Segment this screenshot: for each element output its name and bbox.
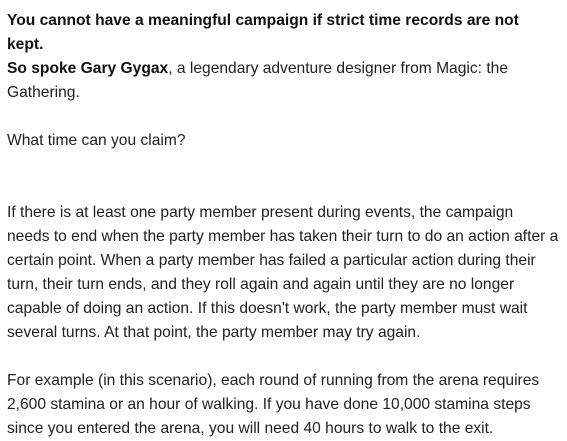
question-text: What time can you claim?	[7, 132, 186, 149]
rules-paragraph: If there is at least one party member present during events, the campaign needs to end when the party member has taken their turn to do an action after a certain point. When a party member has failed a particular action during their turn, their turn ends, and they roll again and again until they are no longer capable of doing an action. If this doesn't work, the party member must wait several turns. At that point, the party member may try again.	[7, 204, 559, 341]
example-paragraph: For example (in this scenario), each round of running from the arena requires 2,600 stamina or an hour of walking. If you have done 10,000 stamina steps since you entered the arena, you will need 40 hours to walk to the exit.	[7, 372, 540, 437]
intro-lead-bold: You cannot have a meaningful campaign if strict time records are not kept.	[7, 12, 519, 53]
intro-author-rest: , a legendary adventure designer from Magic: the Gathering.	[7, 60, 509, 101]
intro-author-bold: So spoke Gary Gygax	[7, 60, 169, 77]
intro-paragraph	[7, 9, 559, 105]
